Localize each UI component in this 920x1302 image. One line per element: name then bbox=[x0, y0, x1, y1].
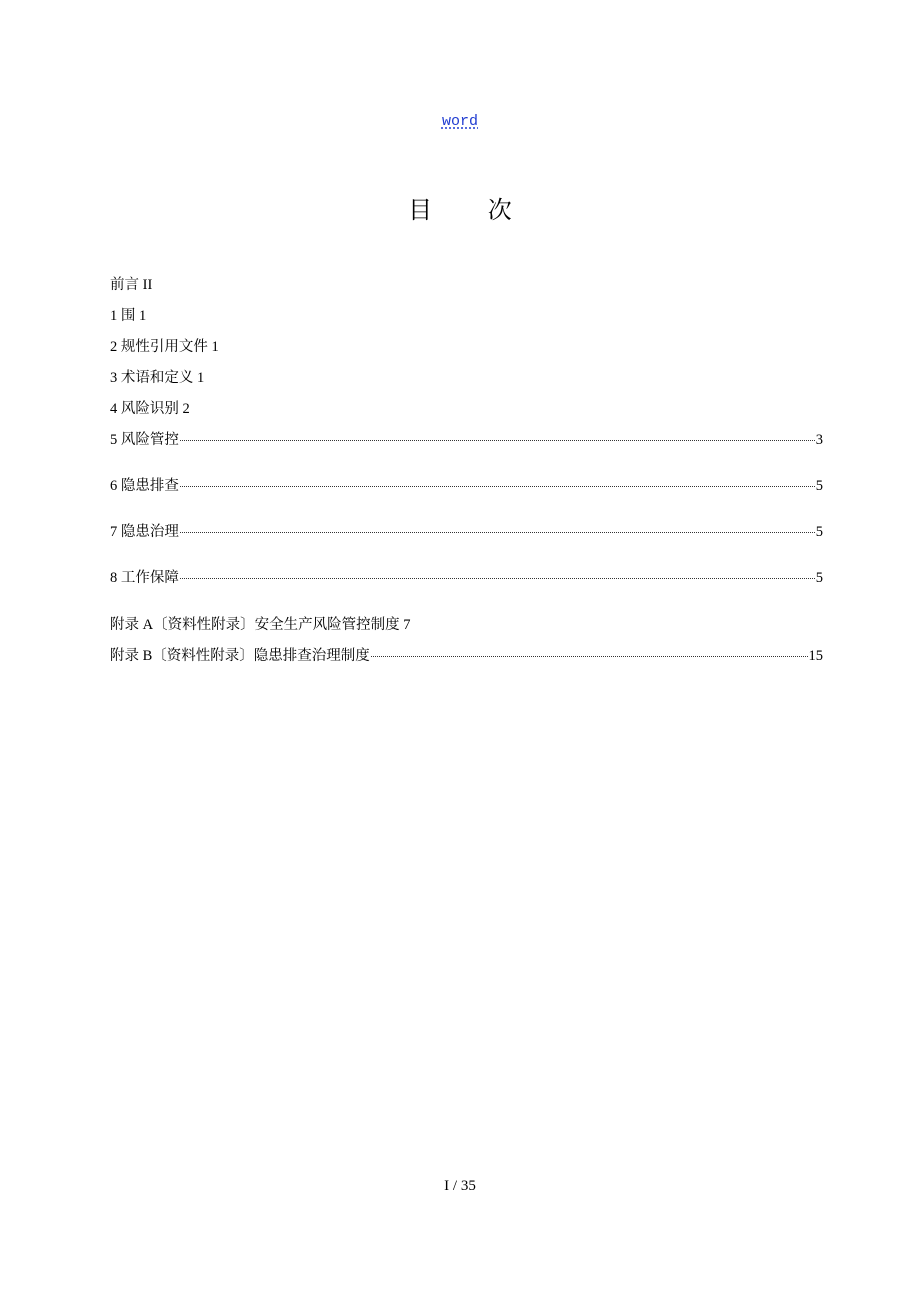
page-number-footer: I / 35 bbox=[444, 1178, 476, 1194]
toc-entry-hazard-remediation[interactable] bbox=[110, 523, 823, 541]
toc-dot-leader bbox=[371, 656, 808, 657]
toc-entry-label: 4 风险识别 2 bbox=[110, 401, 190, 417]
toc-entry-page: 3 bbox=[815, 432, 823, 448]
toc-entry-page: 15 bbox=[808, 648, 823, 664]
toc-entry-risk-control[interactable] bbox=[110, 431, 823, 449]
toc-entry-label: 6 隐患排查 bbox=[110, 478, 179, 494]
toc-entry-label: 7 隐患治理 bbox=[110, 524, 179, 540]
toc-dot-leader bbox=[180, 486, 815, 487]
toc-entry-hazard-inspection[interactable] bbox=[110, 477, 823, 495]
toc-entry-appendix-a[interactable] bbox=[110, 616, 823, 634]
toc-entry-label: 附录 A〔资料性附录〕安全生产风险管控制度 7 bbox=[110, 617, 411, 633]
toc-dot-leader bbox=[180, 532, 815, 533]
toc-entry-label: 2 规性引用文件 1 bbox=[110, 339, 219, 355]
toc-entry-page: 5 bbox=[815, 478, 823, 494]
toc-entry-normative-references[interactable] bbox=[110, 338, 823, 356]
toc-entry-label: 8 工作保障 bbox=[110, 570, 179, 586]
toc-entry-foreword[interactable] bbox=[110, 276, 823, 294]
header-word-link[interactable]: word bbox=[441, 113, 478, 130]
toc-entry-work-safeguards[interactable] bbox=[110, 569, 823, 587]
toc-entry-label: 5 风险管控 bbox=[110, 432, 179, 448]
toc-dot-leader bbox=[180, 440, 815, 441]
toc-dot-leader bbox=[180, 578, 815, 579]
toc-entry-label: 1 围 1 bbox=[110, 308, 147, 324]
toc-entry-risk-identification[interactable] bbox=[110, 400, 823, 418]
toc-entry-label: 前言 II bbox=[110, 277, 153, 293]
toc-entry-label: 附录 B〔资料性附录〕隐患排查治理制度 bbox=[110, 648, 370, 664]
toc-title: 目 次 bbox=[408, 196, 536, 224]
toc-entry-page: 5 bbox=[815, 524, 823, 540]
toc-entry-page: 5 bbox=[815, 570, 823, 586]
toc-entry-appendix-b[interactable] bbox=[110, 647, 823, 665]
toc-entry-label: 3 术语和定义 1 bbox=[110, 370, 205, 386]
toc-entry-scope[interactable] bbox=[110, 307, 823, 325]
toc-entry-terms-definitions[interactable] bbox=[110, 369, 823, 387]
